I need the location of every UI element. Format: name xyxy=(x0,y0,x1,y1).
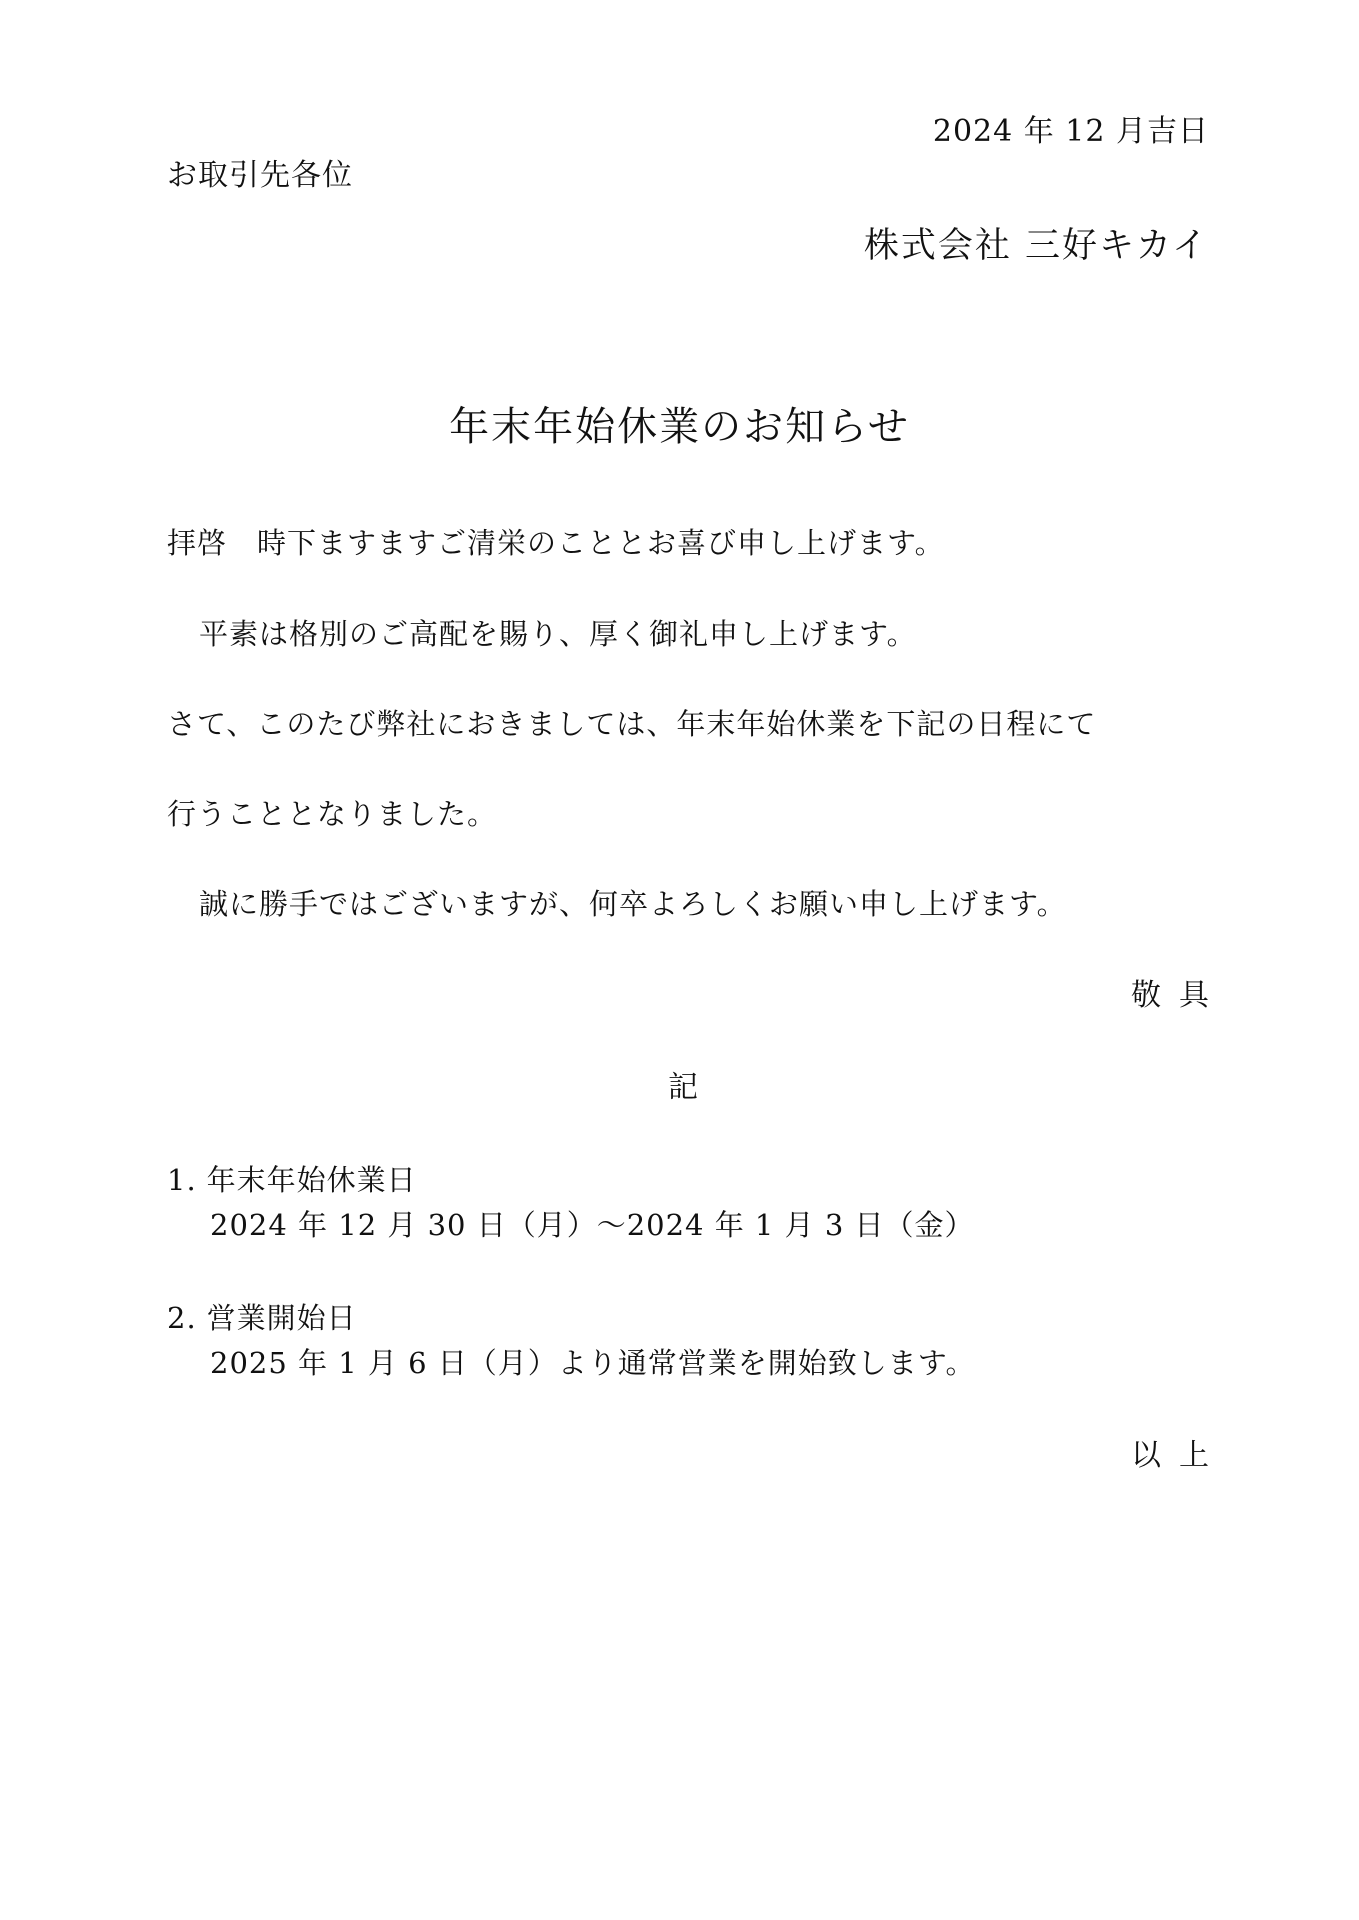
item-1-number: 1. xyxy=(167,1163,197,1197)
paragraph-greeting: 拝啓 時下ますますご清栄のこととお喜び申し上げます。 xyxy=(167,526,945,560)
item-2-title: 営業開始日 xyxy=(206,1301,357,1335)
paragraph-announcement: さて、このたび弊社におきましては、年末年始休業を下記の日程にて xyxy=(167,707,1097,741)
closing-ijo: 以上 xyxy=(1131,1438,1227,1473)
item-1-heading xyxy=(167,1163,417,1198)
paragraph-request: 誠に勝手ではございますが、何卒よろしくお願い申し上げます。 xyxy=(199,887,1067,921)
paragraph-thanks: 平素は格別のご高配を賜り、厚く御礼申し上げます。 xyxy=(199,617,917,651)
item-2-heading xyxy=(167,1301,357,1336)
item-1-detail: 2024 年 12 月 30 日（月）～2024 年 1 月 3 日（金） xyxy=(210,1208,975,1242)
document-title: 年末年始休業のお知らせ xyxy=(449,404,910,450)
closing-keigu: 敬具 xyxy=(1131,978,1227,1013)
issue-date: 2024 年 12 月吉日 xyxy=(932,114,1209,149)
recipient: お取引先各位 xyxy=(167,158,353,193)
paragraph-announcement-cont: 行うこととなりました。 xyxy=(167,797,498,831)
company-name: 株式会社 三好キカイ xyxy=(863,226,1209,266)
item-2-detail: 2025 年 1 月 6 日（月）より通常営業を開始致します。 xyxy=(210,1346,976,1380)
item-2-number: 2. xyxy=(167,1301,197,1335)
item-1-title: 年末年始休業日 xyxy=(206,1163,417,1197)
ki-heading: 記 xyxy=(668,1070,699,1105)
